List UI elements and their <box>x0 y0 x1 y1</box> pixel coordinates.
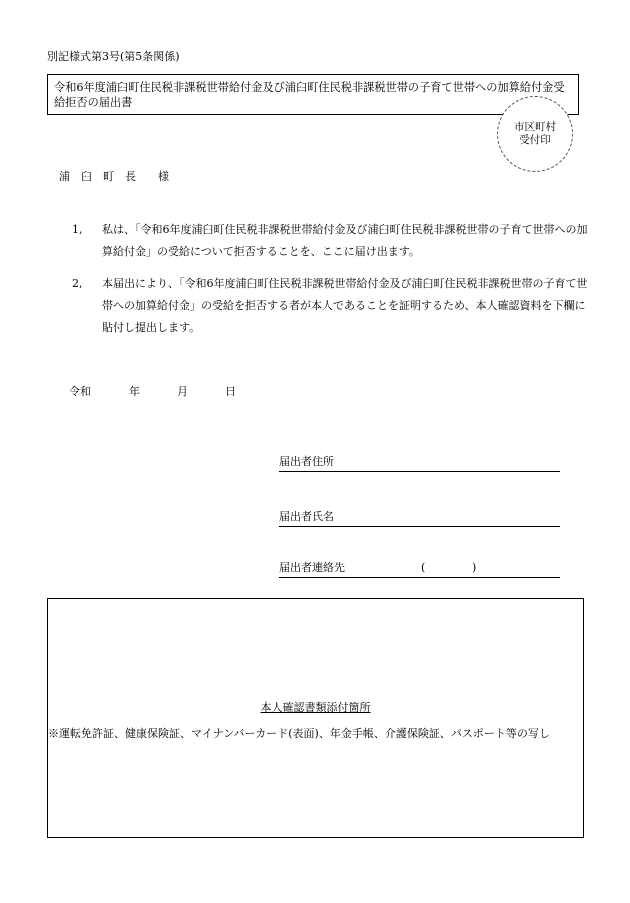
contact-field[interactable] <box>279 561 560 578</box>
date-year: 年 <box>129 385 140 398</box>
date-line <box>69 383 236 399</box>
form-number: 別記様式第3号(第5条関係) <box>47 50 180 63</box>
date-month: 月 <box>177 385 188 398</box>
address-label: 届出者住所 <box>279 455 334 468</box>
stamp-label-line2: 受付印 <box>519 134 551 146</box>
item-text: 私は、「令和6年度浦臼町住民税非課税世帯給付金及び浦臼町住民税非課税世帯の子育て世帯への加算給付金」の受給について拒否することを、ここに届け出ます。 <box>102 223 588 258</box>
date-era: 令和 <box>69 385 91 398</box>
id-section-title: 本人確認書類添付箇所 <box>260 701 371 714</box>
statement-item-1 <box>72 219 592 263</box>
contact-label: 届出者連絡先 <box>279 561 345 574</box>
contact-paren-close: ) <box>472 561 477 574</box>
id-section-note: ※運転免許証、健康保険証、マイナンバーカード(表面)、年金手帳、介護保険証、パスポート等の写し <box>48 727 550 740</box>
form-title: 令和6年度浦臼町住民税非課税世帯給付金及び浦臼町住民税非課税世帯の子育て世帯への加算給付金受給拒否の届出書 <box>54 81 565 109</box>
item-number: 2, <box>72 277 83 290</box>
reception-stamp-area <box>497 96 573 172</box>
item-number: 1, <box>72 223 83 236</box>
address-field[interactable] <box>279 455 560 472</box>
name-field[interactable] <box>279 510 560 527</box>
name-label: 届出者氏名 <box>279 510 334 523</box>
form-title-box <box>47 74 579 115</box>
statement-item-2 <box>72 273 592 339</box>
date-day: 日 <box>225 385 236 398</box>
item-text: 本届出により、「令和6年度浦臼町住民税非課税世帯給付金及び浦臼町住民税非課税世帯の子育て世帯への加算給付金」の受給を拒否する者が本人であることを証明するため、本人確認資料を下欄に貼付し提出します。 <box>102 277 588 334</box>
addressee: 浦 臼 町 長 様 <box>59 170 169 183</box>
stamp-label-line1: 市区町村 <box>514 121 556 133</box>
id-document-attachment-area[interactable] <box>47 598 584 838</box>
contact-paren-open: ( <box>421 561 426 574</box>
